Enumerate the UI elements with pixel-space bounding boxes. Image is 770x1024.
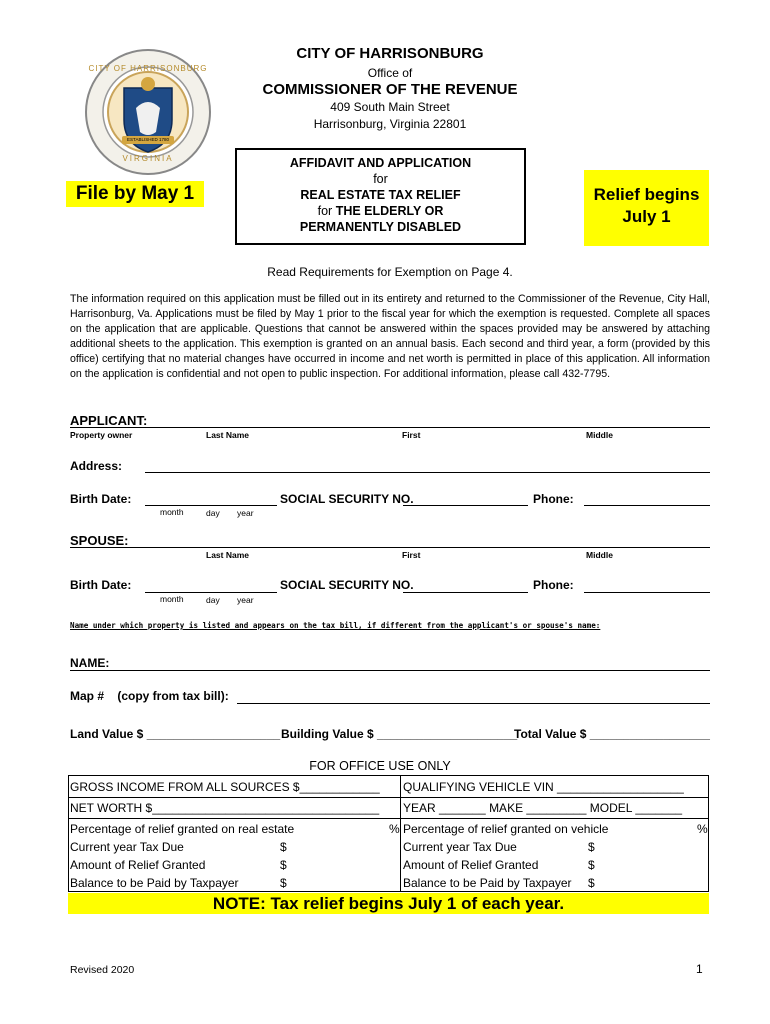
note-banner: NOTE: Tax relief begins July 1 of each year. <box>68 893 709 914</box>
file-by-banner: File by May 1 <box>66 181 204 207</box>
tax-due-left-dollar[interactable]: $ <box>280 840 287 854</box>
middle-name-label: Middle <box>586 430 613 440</box>
relief-begins-line1: Relief begins <box>593 185 700 204</box>
city-state-zip: Harrisonburg, Virginia 22801 <box>313 117 467 131</box>
title-line4 <box>237 204 524 218</box>
address-field[interactable] <box>145 472 710 473</box>
pct-sign-left: % <box>389 822 400 836</box>
spouse-month-label: month <box>160 594 184 604</box>
spouse-phone-label: Phone: <box>533 578 574 592</box>
spouse-first-name-label: First <box>402 550 421 560</box>
map-field[interactable] <box>237 703 710 704</box>
spouse-middle-name-label: Middle <box>586 550 613 560</box>
relief-granted-left-dollar[interactable]: $ <box>280 858 287 872</box>
intro-paragraph: The information required on this application must be filled out in its entirety and returned to the Commissioner of the Revenue, City Hall, Harrisonburg, Va. Applications must be filed by May 1 prior to the fiscal year for which the exemption is requested. Complete all spaces on the application that are applicable. Questions that cannot be answered within the spaces provided may be answered by attaching additional sheets to the application. This exemption is granted on an annual basis. Each second and third year, a form (provided by this office) certifying that no material changes have occurred in income and net worth is permitted in place of this application. All information on the application is confidential and not open to public inspection. For additional information, please call 432-7795. <box>70 293 710 380</box>
map-label: Map # (copy from tax bill): <box>70 689 229 703</box>
spouse-birth-date-field[interactable] <box>145 592 277 593</box>
seal-top-text: CITY OF HARRISONBURG <box>88 64 208 73</box>
address-label: Address: <box>70 459 123 473</box>
city-name: CITY OF HARRISONBURG <box>296 45 484 62</box>
ssn-label: SOCIAL SECURITY NO. <box>280 492 414 506</box>
office-name: COMMISSIONER OF THE REVENUE <box>262 81 518 98</box>
spouse-year-label: year <box>237 595 254 605</box>
name-note: Name under which property is listed and appears on the tax bill, if different from the applicant's or spouse's name: <box>70 621 601 630</box>
gross-income[interactable]: GROSS INCOME FROM ALL SOURCES $____________ <box>70 780 380 794</box>
net-worth[interactable]: NET WORTH $__________________________________ <box>70 801 380 815</box>
birth-date-label: Birth Date: <box>70 492 132 506</box>
read-requirements: Read Requirements for Exemption on Page 4. <box>267 265 513 279</box>
applicant-name-line[interactable] <box>70 427 710 428</box>
pct-relief-real-estate: Percentage of relief granted on real estate <box>70 822 295 836</box>
total-value[interactable]: Total Value $ __________________ <box>514 727 710 741</box>
street-address: 409 South Main Street <box>330 100 450 114</box>
last-name-label: Last Name <box>206 430 249 440</box>
month-label: month <box>160 507 184 517</box>
office-row-line-2 <box>68 818 709 819</box>
seal-banner-text: ESTABLISHED 1780 <box>127 137 169 142</box>
page-number: 1 <box>696 962 703 976</box>
balance-left-dollar[interactable]: $ <box>280 876 287 890</box>
office-use-heading: FOR OFFICE USE ONLY <box>309 759 451 773</box>
balance-right: Balance to be Paid by Taxpayer <box>403 876 572 890</box>
applicant-heading: APPLICANT: <box>70 413 148 428</box>
pct-relief-vehicle: Percentage of relief granted on vehicle <box>403 822 609 836</box>
city-seal <box>84 48 212 176</box>
vehicle-vin[interactable]: QUALIFYING VEHICLE VIN ___________________ <box>403 780 684 794</box>
building-value[interactable]: Building Value $ _____________________ <box>281 727 518 741</box>
title-line5: PERMANENTLY DISABLED <box>299 220 462 234</box>
relief-granted-right-dollar[interactable]: $ <box>588 858 595 872</box>
office-of: Office of <box>367 66 413 80</box>
relief-begins-banner <box>584 170 709 246</box>
relief-begins-line2: July 1 <box>622 207 671 226</box>
phone-field[interactable] <box>584 505 710 506</box>
spouse-ssn-label: SOCIAL SECURITY NO. <box>280 578 414 592</box>
year-label: year <box>237 508 254 518</box>
office-use-divider <box>400 775 401 892</box>
revised-date: Revised 2020 <box>70 964 135 976</box>
office-row-line-1 <box>68 797 709 798</box>
balance-right-dollar[interactable]: $ <box>588 876 595 890</box>
tax-due-left: Current year Tax Due <box>70 840 184 854</box>
first-name-label: First <box>402 430 421 440</box>
birth-date-field[interactable] <box>145 505 277 506</box>
spouse-phone-field[interactable] <box>584 592 710 593</box>
balance-left: Balance to be Paid by Taxpayer <box>70 876 239 890</box>
title-line2: for <box>373 172 388 186</box>
spouse-name-line[interactable] <box>70 547 710 548</box>
name-label: NAME: <box>70 656 110 670</box>
property-owner-label: Property owner <box>70 430 133 440</box>
phone-label: Phone: <box>533 492 574 506</box>
title-box <box>235 148 526 245</box>
title-line4-bold: THE ELDERLY OR <box>335 204 444 218</box>
land-value[interactable]: Land Value $ ____________________ <box>70 727 281 741</box>
ssn-field[interactable] <box>403 505 528 506</box>
spouse-ssn-field[interactable] <box>403 592 528 593</box>
pct-sign-right: % <box>697 822 708 836</box>
relief-granted-left: Amount of Relief Granted <box>70 858 206 872</box>
relief-granted-right: Amount of Relief Granted <box>403 858 539 872</box>
tax-due-right-dollar[interactable]: $ <box>588 840 595 854</box>
title-line4-pre: for <box>317 204 336 218</box>
spouse-heading: SPOUSE: <box>70 533 129 548</box>
tax-due-right: Current year Tax Due <box>403 840 517 854</box>
name-field[interactable] <box>70 670 710 671</box>
spouse-day-label: day <box>206 595 220 605</box>
title-line3: REAL ESTATE TAX RELIEF <box>300 188 461 202</box>
seal-bottom-text: VIRGINIA <box>122 154 174 163</box>
spouse-last-name-label: Last Name <box>206 550 249 560</box>
day-label: day <box>206 508 220 518</box>
title-line1: AFFIDAVIT AND APPLICATION <box>289 156 472 170</box>
vehicle-year-make-model[interactable]: YEAR _______ MAKE _________ MODEL _______ <box>403 801 683 815</box>
spouse-birth-date-label: Birth Date: <box>70 578 132 592</box>
